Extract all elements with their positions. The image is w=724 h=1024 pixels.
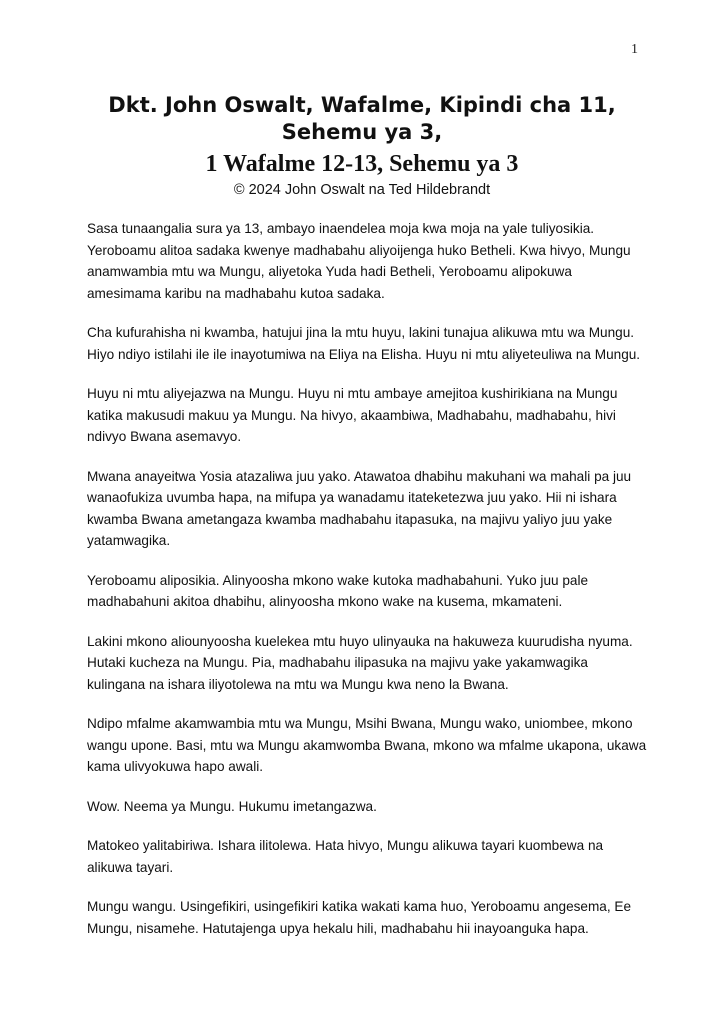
paragraph: Sasa tunaangalia sura ya 13, ambayo inaendelea moja kwa moja na yale tuliyosikia. Yeroboamu alitoa sadaka kwenye madhabahu aliyoijenga huko Betheli. Kwa hivyo, Mungu anamwambia mtu wa Mungu, aliyetoka Yuda hadi Betheli, Yeroboamu alipokuwa amesimama karibu na madhabahu kutoa sadaka. xyxy=(87,221,631,301)
paragraph: Cha kufurahisha ni kwamba, hatujui jina la mtu huyu, lakini tunajua alikuwa mtu wa Mungu. Hiyo ndiyo istilahi ile ile inayotumiwa na Eliya na Elisha. Huyu ni mtu aliyeteuliwa na Mungu. xyxy=(87,325,641,362)
document-header xyxy=(92,92,632,200)
paragraph: Lakini mkono aliounyoosha kuelekea mtu huyo ulinyauka na hakuweza kuurudisha nyuma. Hutaki kucheza na Mungu. Pia, madhabahu ilipasuka na majivu yake yakamwagika kulingana na ishara iliyotolewa na mtu wa Mungu kwa neno la Bwana. xyxy=(87,633,633,692)
copyright-line: © 2024 John Oswalt na Ted Hildebrandt xyxy=(233,182,491,198)
paragraph: Mwana anayeitwa Yosia atazaliwa juu yako. Atawatoa dhabihu makuhani wa mahali pa juu wanaofukiza uvumba hapa, na mifupa ya wanadamu itateketezwa juu yako. Hii ni ishara kwamba Bwana ametangaza kwamba madhabahu itapasuka, na majivu yaliyo juu yake yatamwagika. xyxy=(87,468,632,548)
paragraph: Ndipo mfalme akamwambia mtu wa Mungu, Msihi Bwana, Mungu wako, uniombee, mkono wangu upone. Basi, mtu wa Mungu akamwomba Bwana, mkono wa mfalme ukapona, ukawa kama ulivyokuwa hapo awali. xyxy=(87,716,647,774)
document-body xyxy=(87,218,647,957)
page-number: 1 xyxy=(631,42,638,57)
paragraph: Mungu wangu. Usingefikiri, usingefikiri katika wakati kama huo, Yeroboamu angesema, Ee Mungu, nisamehe. Hatutajenga upya hekalu hili, madhabahu hii inayoanguka hapa. xyxy=(87,899,632,936)
paragraph: Matokeo yalitabiriwa. Ishara ilitolewa. Hata hivyo, Mungu alikuwa tayari kuombewa na alikuwa tayari. xyxy=(87,838,604,875)
paragraph: Huyu ni mtu aliyejazwa na Mungu. Huyu ni mtu ambaye amejitoa kushirikiana na Mungu katika makusudi makuu ya Mungu. Na hivyo, akaambiwa, Madhabahu, madhabahu, hivi ndivyo Bwana asemavyo. xyxy=(87,386,618,444)
paragraph: Yeroboamu aliposikia. Alinyoosha mkono wake kutoka madhabahuni. Yuko juu pale madhabahuni akitoa dhabihu, alinyoosha mkono wake na kusema, mkamateni. xyxy=(87,572,589,609)
document-title: Dkt. John Oswalt, Wafalme, Kipindi cha 11, Sehemu ya 3, xyxy=(108,93,616,144)
document-subtitle: 1 Wafalme 12-13, Sehemu ya 3 xyxy=(205,151,519,177)
paragraph: Wow. Neema ya Mungu. Hukumu imetangazwa. xyxy=(87,798,377,814)
